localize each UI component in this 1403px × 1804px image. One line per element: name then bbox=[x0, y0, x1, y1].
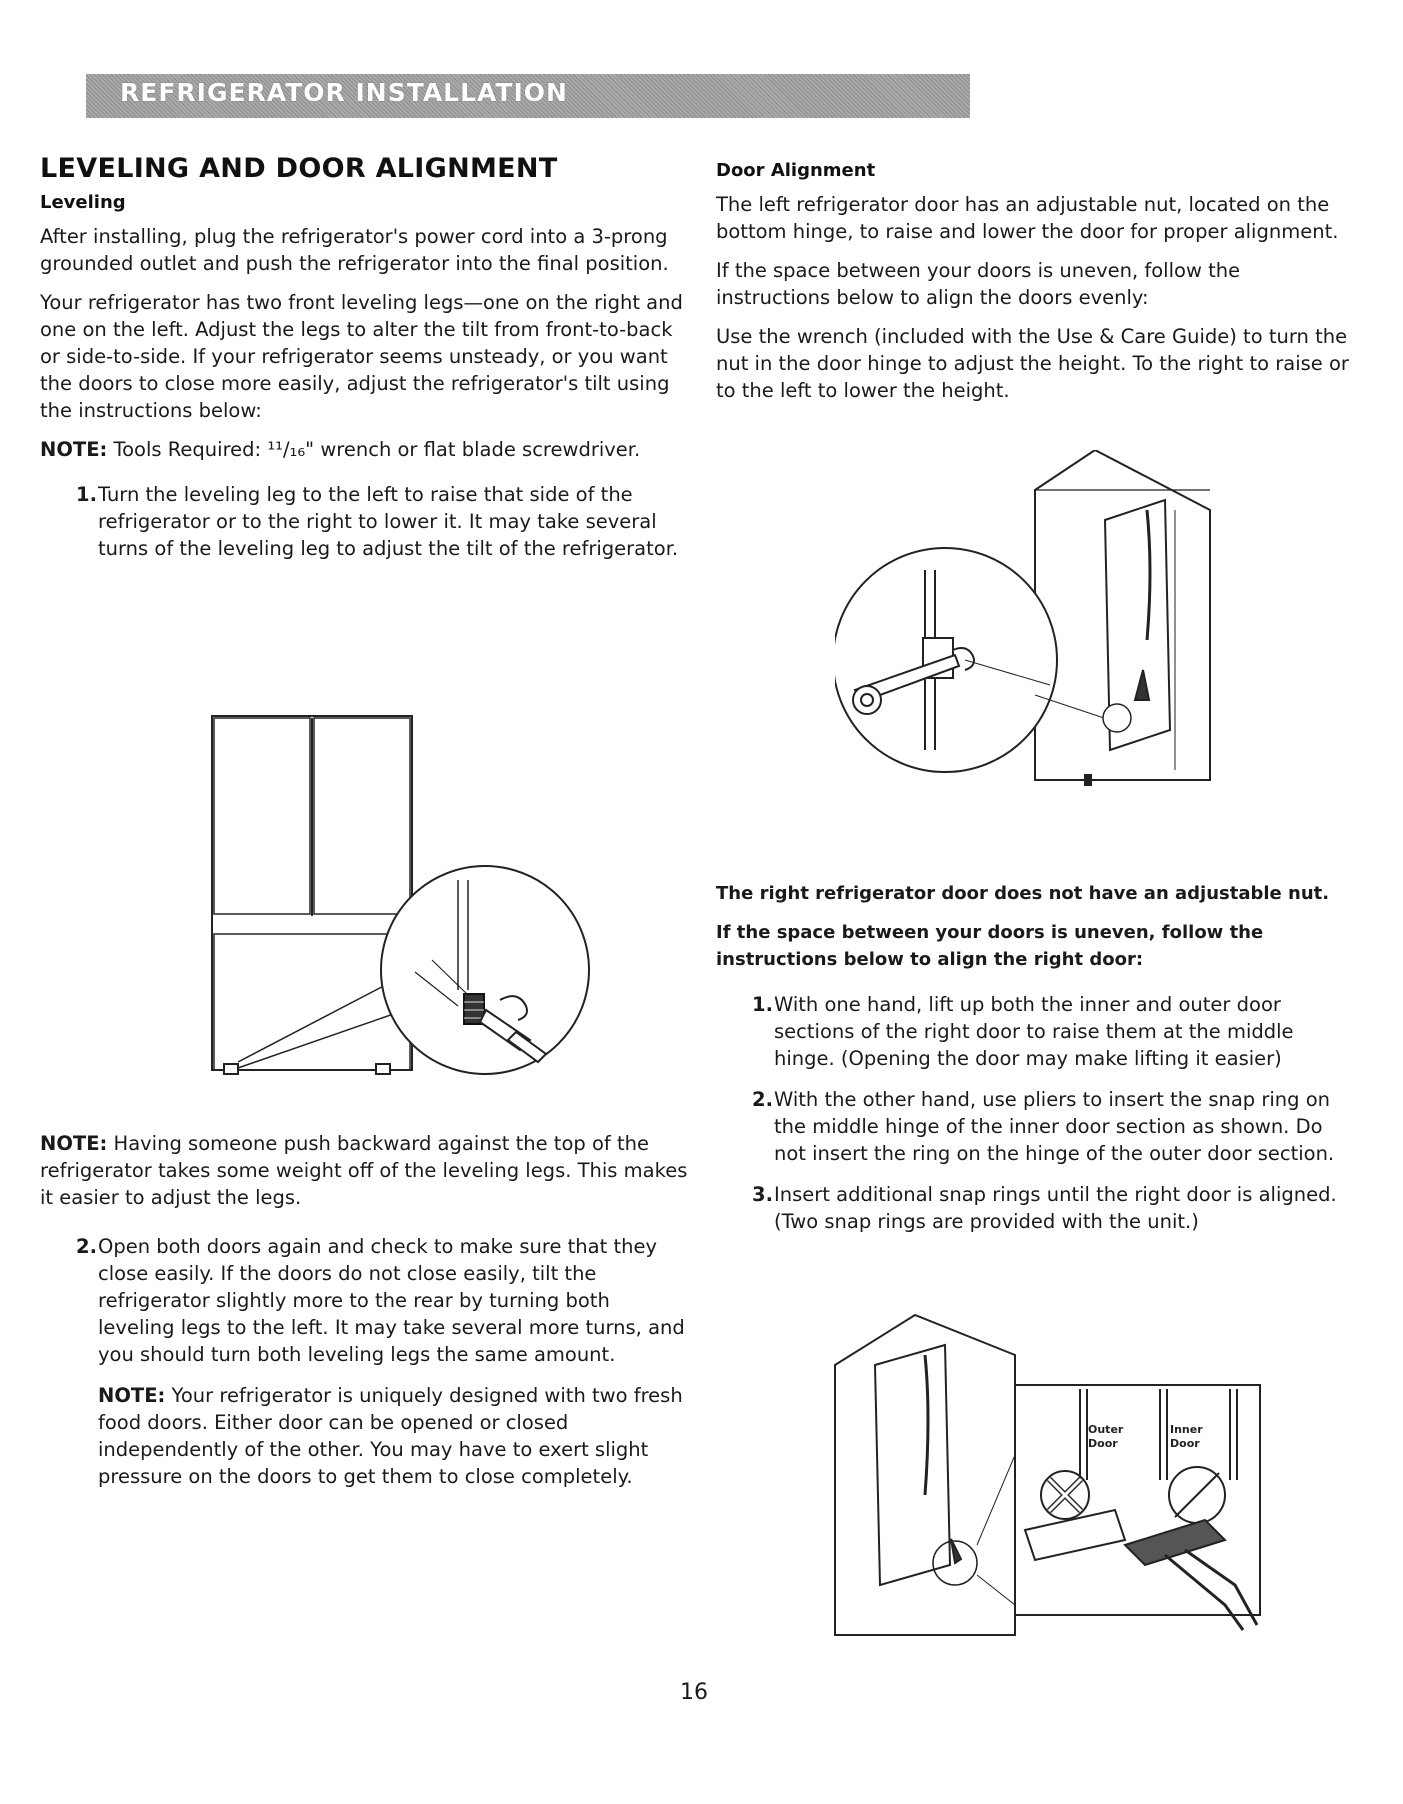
note-label: NOTE: bbox=[40, 1132, 108, 1155]
leveling-steps-2 bbox=[40, 1233, 690, 1368]
inner-door-callout: Inner bbox=[1170, 1423, 1203, 1436]
tools-note bbox=[40, 436, 690, 463]
doors-note bbox=[40, 1382, 690, 1490]
leveling-para-2: Your refrigerator has two front leveling legs—one on the right and one on the left. Adjust the legs to alter the tilt from front-to-back or side-to-side. If your refrigerator seems unsteady, or you want the doors to close more easily, adjust the refrigerator's tilt using the instructions below: bbox=[40, 291, 683, 422]
list-item bbox=[40, 1233, 690, 1368]
right-column bbox=[716, 160, 1352, 416]
step-text: Turn the leveling leg to the left to raise that side of the refrigerator or to the right to lower it. It may take several turns of the leveling leg to adjust the tilt of the refrigerator. bbox=[98, 483, 679, 560]
door-alignment-para-3: Use the wrench (included with the Use & Care Guide) to turn the nut in the door hinge to adjust the height. To the right to raise or to the left to lower the height. bbox=[716, 325, 1349, 402]
door-alignment-subheading: Door Alignment bbox=[716, 160, 876, 181]
outer-door-callout: Outer bbox=[1088, 1423, 1124, 1436]
leveling-subheading: Leveling bbox=[40, 192, 126, 213]
outer-door-callout: Door bbox=[1088, 1437, 1118, 1450]
note-text: Your refrigerator is uniquely designed with two fresh food doors. Either door can be opened or closed independently of the other. You may have to exert slight pressure on the doors to get them to close completely. bbox=[98, 1384, 683, 1488]
page-number: 16 bbox=[680, 1680, 708, 1705]
left-column-lower bbox=[40, 1130, 690, 1502]
step-number: 1. bbox=[752, 993, 773, 1016]
list-item bbox=[716, 1181, 1352, 1235]
left-column bbox=[40, 153, 690, 576]
leveling-leg-illustration bbox=[200, 710, 600, 1090]
list-item bbox=[40, 481, 690, 562]
list-item bbox=[716, 1086, 1352, 1167]
step-text: With one hand, lift up both the inner and outer door sections of the right door to raise them at the middle hinge. (Opening the door may make lifting it easier) bbox=[774, 993, 1294, 1070]
note-label: NOTE: bbox=[40, 438, 108, 461]
step-number: 2. bbox=[752, 1088, 773, 1111]
inner-door-callout: Door bbox=[1170, 1437, 1200, 1450]
step-number: 2. bbox=[76, 1235, 97, 1258]
note-text: Having someone push backward against the top of the refrigerator takes some weight off of the leveling legs. This makes it easier to adjust the legs. bbox=[40, 1132, 688, 1209]
leveling-para-1: After installing, plug the refrigerator's power cord into a 3-prong grounded outlet and push the refrigerator into the final position. bbox=[40, 225, 669, 275]
step-number: 1. bbox=[76, 483, 97, 506]
step-text: Insert additional snap rings until the right door is aligned. (Two snap rings are provided with the unit.) bbox=[774, 1183, 1337, 1233]
note-label: NOTE: bbox=[98, 1384, 166, 1407]
section-banner bbox=[86, 74, 970, 118]
list-item bbox=[716, 991, 1352, 1072]
right-door-instructions-intro: If the space between your doors is uneven, follow the instructions below to align the right door: bbox=[716, 922, 1264, 970]
step-text: With the other hand, use pliers to insert the snap ring on the middle hinge of the inner door section as shown. Do not insert the ring on the hinge of the outer door section. bbox=[774, 1088, 1335, 1165]
section-heading: LEVELING AND DOOR ALIGNMENT bbox=[40, 153, 558, 184]
step-text: Open both doors again and check to make sure that they close easily. If the doors do not close easily, tilt the refrigerator slightly more to the rear by turning both leveling legs to the left. It may take several more turns, and you should turn both leveling legs the same amount. bbox=[98, 1235, 685, 1366]
door-hinge-wrench-illustration bbox=[835, 450, 1215, 810]
step-number: 3. bbox=[752, 1183, 773, 1206]
banner-title: REFRIGERATOR INSTALLATION bbox=[120, 78, 568, 107]
door-alignment-para-1: The left refrigerator door has an adjustable nut, located on the bottom hinge, to raise and lower the door for proper alignment. bbox=[716, 193, 1339, 243]
note-text: Tools Required: ¹¹/₁₆" wrench or flat blade screwdriver. bbox=[107, 438, 641, 461]
leveling-steps-1 bbox=[40, 481, 690, 562]
snap-ring-illustration bbox=[825, 1305, 1265, 1645]
no-adjustable-nut-note: The right refrigerator door does not have an adjustable nut. bbox=[716, 883, 1330, 904]
right-column-lower bbox=[716, 880, 1352, 1249]
weight-note bbox=[40, 1130, 690, 1211]
door-alignment-para-2: If the space between your doors is uneven, follow the instructions below to align the doors evenly: bbox=[716, 259, 1241, 309]
right-door-steps bbox=[716, 991, 1352, 1235]
